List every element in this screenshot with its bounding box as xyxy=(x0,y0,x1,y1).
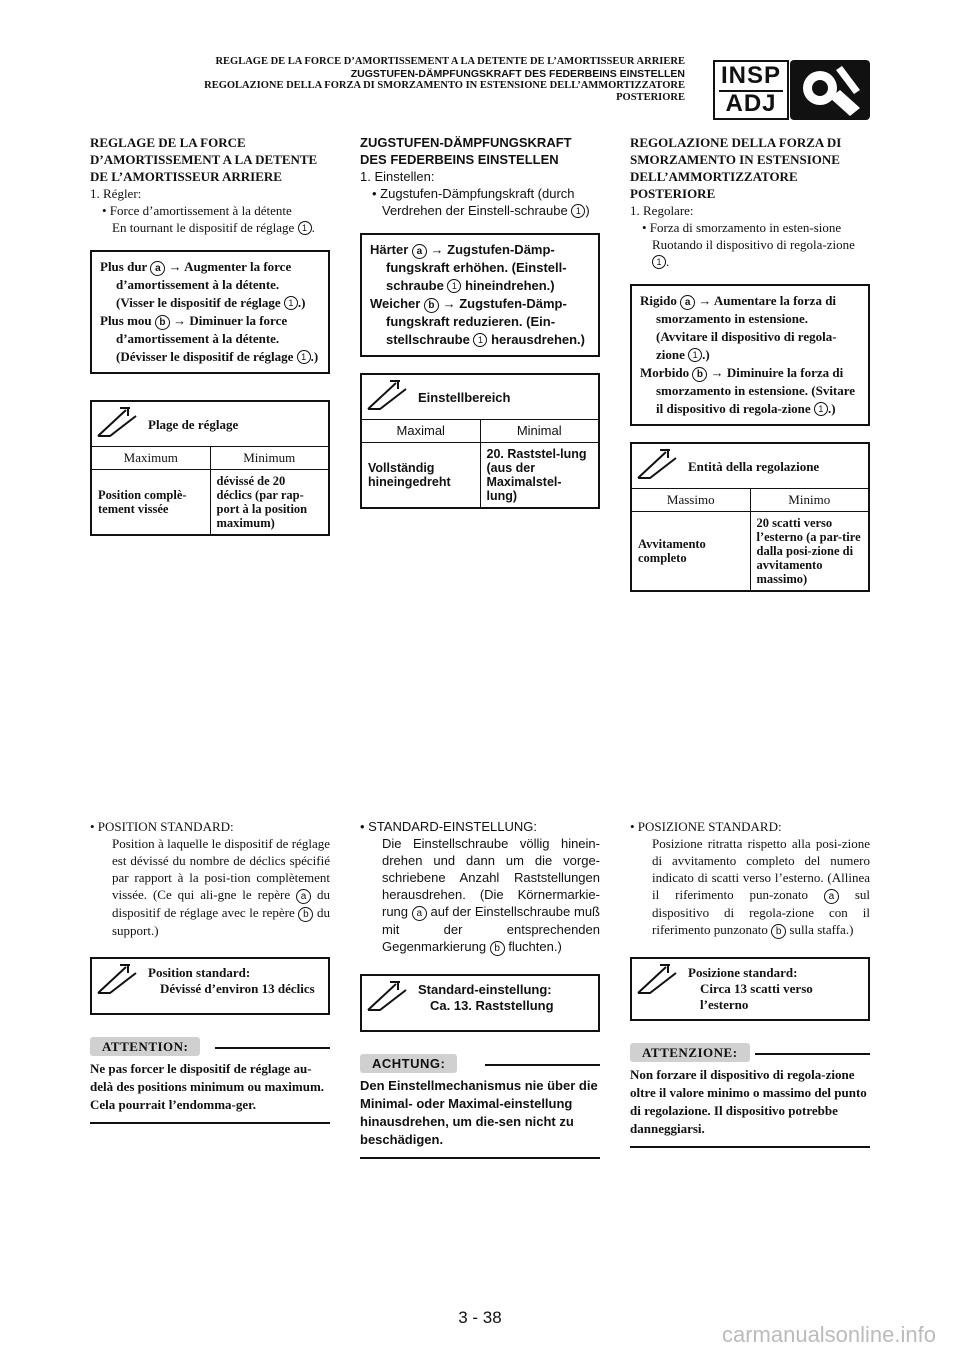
callout-b-icon: b xyxy=(692,367,707,382)
callout-1-icon: 1 xyxy=(571,204,585,218)
val-max: Position complè-tement vissée xyxy=(92,470,211,534)
tool-spec-icon xyxy=(632,444,684,488)
val-min: 20. Raststel-lung (aus der Maximalstel-lung) xyxy=(486,447,587,503)
header-line-it-2: POSTERIORE xyxy=(616,92,685,103)
std-title: Posizione standard: xyxy=(688,965,798,980)
callout-1-icon: 1 xyxy=(447,279,461,293)
caution-label: ATTENZIONE: xyxy=(630,1043,750,1062)
column-italian xyxy=(630,134,870,592)
section-title: REGOLAZIONE DELLA FORZA DI SMORZAMENTO IN ESTENSIONE DELL’AMMORTIZZATORE POSTERIORE xyxy=(630,135,842,201)
callout-1-icon: 1 xyxy=(284,296,298,310)
adjust-direction-box: Plus dur a → Augmenter la force d’amortissement à la détente. (Visser le dispositif de réglage 1 .) Plus mou b → Diminuer la force d’amortissement à la détente. (Dévisser le dispositif de réglage 1 .) xyxy=(90,250,330,374)
badge-insp: INSP xyxy=(720,62,781,89)
wrench-icon xyxy=(790,60,870,120)
header-line-fr: REGLAGE DE LA FORCE D’AMORTISSEMENT A LA DETENTE DE L’AMORTISSEUR ARRIERE xyxy=(215,56,685,67)
header-line-it: REGOLAZIONE DELLA FORZA DI SMORZAMENTO IN ESTENSIONE DELL’AMMORTIZZATORE xyxy=(204,80,685,91)
col-max: Massimo xyxy=(632,489,751,511)
range-title: Entità della regolazione xyxy=(688,458,820,474)
tool-spec-icon xyxy=(362,976,414,1030)
callout-a-icon: a xyxy=(150,261,165,276)
column-french xyxy=(90,134,330,536)
bullet: • Zugstufen-Dämpfungskraft (durch Verdrehen der Einstell-schraube 1 ) xyxy=(372,186,590,218)
column-german xyxy=(360,134,600,509)
tool-spec-icon xyxy=(632,959,684,1019)
tool-spec-icon xyxy=(92,959,144,1013)
callout-a-icon: a xyxy=(412,244,427,259)
val-max: Avvitamento completo xyxy=(632,512,751,590)
callout-1-icon: 1 xyxy=(473,333,487,347)
bullet: • Force d’amortissement à la détente xyxy=(102,203,292,218)
tool-spec-icon xyxy=(362,375,414,419)
section-title: ZUGSTUFEN-DÄMPFUNGSKRAFT DES FEDERBEINS EINSTELLEN xyxy=(360,135,572,167)
standard-section-french xyxy=(90,818,330,1124)
callout-a-icon: a xyxy=(296,889,311,904)
page-header xyxy=(85,56,685,104)
section-title: REGLAGE DE LA FORCE D’AMORTISSEMENT A LA DETENTE DE L’AMORTISSEUR ARRIERE xyxy=(90,135,318,184)
std-bullet: • STANDARD-EINSTELLUNG: xyxy=(360,819,537,834)
standard-section-german xyxy=(360,818,600,1159)
std-value: Circa 13 scatti verso l’esterno xyxy=(700,981,813,1012)
caution-label: ACHTUNG: xyxy=(360,1054,457,1073)
step-1: 1. Régler: xyxy=(90,186,142,201)
caution-text: Ne pas forcer le dispositif de réglage au-delà des positions minimum ou maximum. Cela pourrait l’endomma-ger. xyxy=(90,1060,330,1124)
badge-adj: ADJ xyxy=(725,90,777,117)
caution-text: Den Einstellmechanismus nie über die Minimal- oder Maximal-einstellung hinausdrehen, um die-sen nicht zu beschädigen. xyxy=(360,1077,600,1159)
caution-block xyxy=(630,1043,870,1148)
callout-a-icon: a xyxy=(824,889,839,904)
std-bullet: • POSITION STANDARD: xyxy=(90,819,234,834)
bullet: • Forza di smorzamento in esten-sione xyxy=(642,220,842,235)
instruction: Ruotando il dispositivo di regola-zione 1 . xyxy=(652,237,855,269)
range-title: Plage de réglage xyxy=(148,416,239,432)
watermark: carmanualsonline.info xyxy=(721,1322,936,1347)
callout-a-icon: a xyxy=(412,906,427,921)
std-bullet: • POSIZIONE STANDARD: xyxy=(630,819,782,834)
std-title: Standard-einstellung: xyxy=(418,982,552,997)
callout-b-icon: b xyxy=(490,941,505,956)
adjustment-range-table xyxy=(630,442,870,592)
callout-1-icon: 1 xyxy=(814,402,828,416)
caution-text: Non forzare il dispositivo di regola-zione oltre il valore minimo o massimo del punto di regolazione. Il dispositivo potrebbe danneggiarsi. xyxy=(630,1066,870,1148)
adjustment-range-table xyxy=(360,373,600,509)
range-title: Einstellbereich xyxy=(418,389,511,405)
callout-b-icon: b xyxy=(155,315,170,330)
adjustment-range-table xyxy=(90,400,330,536)
standard-position-box xyxy=(90,957,330,1015)
val-min: dévissé de 20 déclics (par rap-port à la position maximum) xyxy=(216,474,308,530)
std-value: Ca. 13. Raststellung xyxy=(430,998,554,1013)
std-value: Dévissé d’environ 13 déclics xyxy=(160,981,315,996)
header-line-de: ZUGSTUFEN-DÄMPFUNGSKRAFT DES FEDERBEINS EINSTELLEN xyxy=(350,68,685,80)
val-max: Vollständig hineingedreht xyxy=(362,443,481,507)
step-1: 1. Einstellen: xyxy=(360,169,435,184)
callout-b-icon: b xyxy=(298,907,313,922)
std-text: Die Einstellschraube völlig hinein-drehen und dann um die vorge-schriebene Anzahl Raststellungen herausdrehen. (Die Körnermarkie-rung a auf der Einstellschraube muß mit der entsprechenden Gegenmarkierung b fluchten.) xyxy=(382,836,600,954)
col-min: Minimal xyxy=(516,423,562,438)
std-text: Posizione ritratta rispetto alla posi-zione di avvitamento completo del numero indicato di scatti verso l’esterno. (Allinea il riferimento pun-zonato a sul dispositivo di regola-zione con il riferimento punzonato b sulla staffa.) xyxy=(652,836,871,937)
callout-b-icon: b xyxy=(424,298,439,313)
adjust-direction-box: Härter a → Zugstufen-Dämp-fungskraft erhöhen. (Einstell-schraube 1 hineindrehen.) Weicher b → Zugstufen-Dämp-fungskraft reduzieren. (Ein-stellschraube 1 herausdrehen.) xyxy=(360,233,600,357)
caution-label: ATTENTION: xyxy=(90,1037,200,1056)
caution-block xyxy=(90,1037,330,1124)
callout-1-icon: 1 xyxy=(652,255,666,269)
instruction: En tournant le dispositif de réglage 1 . xyxy=(112,220,315,235)
callout-a-icon: a xyxy=(680,295,695,310)
col-min: Minimo xyxy=(788,492,831,507)
callout-1-icon: 1 xyxy=(297,350,311,364)
standard-position-box xyxy=(360,974,600,1032)
caution-block xyxy=(360,1054,600,1159)
insp-adj-badge xyxy=(713,60,789,120)
std-text: Position à laquelle le dispositif de réglage est dévissé du nombre de déclics spécifié par rapport à la posi-tion complètement vissée. (Ce qui ali-gne le repère a du dispositif de réglage avec le repère b du support.) xyxy=(112,836,331,938)
val-min: 20 scatti verso l’esterno (a par-tire dalla posi-zione di avvitamento massimo) xyxy=(756,516,861,586)
callout-b-icon: b xyxy=(771,924,786,939)
step-1: 1. Regolare: xyxy=(630,203,694,218)
adjust-direction-box: Rigido a → Aumentare la forza di smorzamento in estensione. (Avvitare il dispositivo di regola-zione 1 .) Morbido b → Diminuire la forza di smorzamento in estensione. (Svitare il dispositivo di regola-zione 1 .) xyxy=(630,284,870,426)
tool-spec-icon xyxy=(92,402,144,446)
standard-position-box xyxy=(630,957,870,1021)
standard-section-italian xyxy=(630,818,870,1148)
std-title: Position standard: xyxy=(148,965,251,980)
callout-1-icon: 1 xyxy=(298,221,312,235)
col-min: Minimum xyxy=(243,450,296,465)
col-max: Maximum xyxy=(92,447,211,469)
col-max: Maximal xyxy=(362,420,481,442)
page-number: 3 - 38 xyxy=(458,1308,502,1327)
callout-1-icon: 1 xyxy=(688,348,702,362)
